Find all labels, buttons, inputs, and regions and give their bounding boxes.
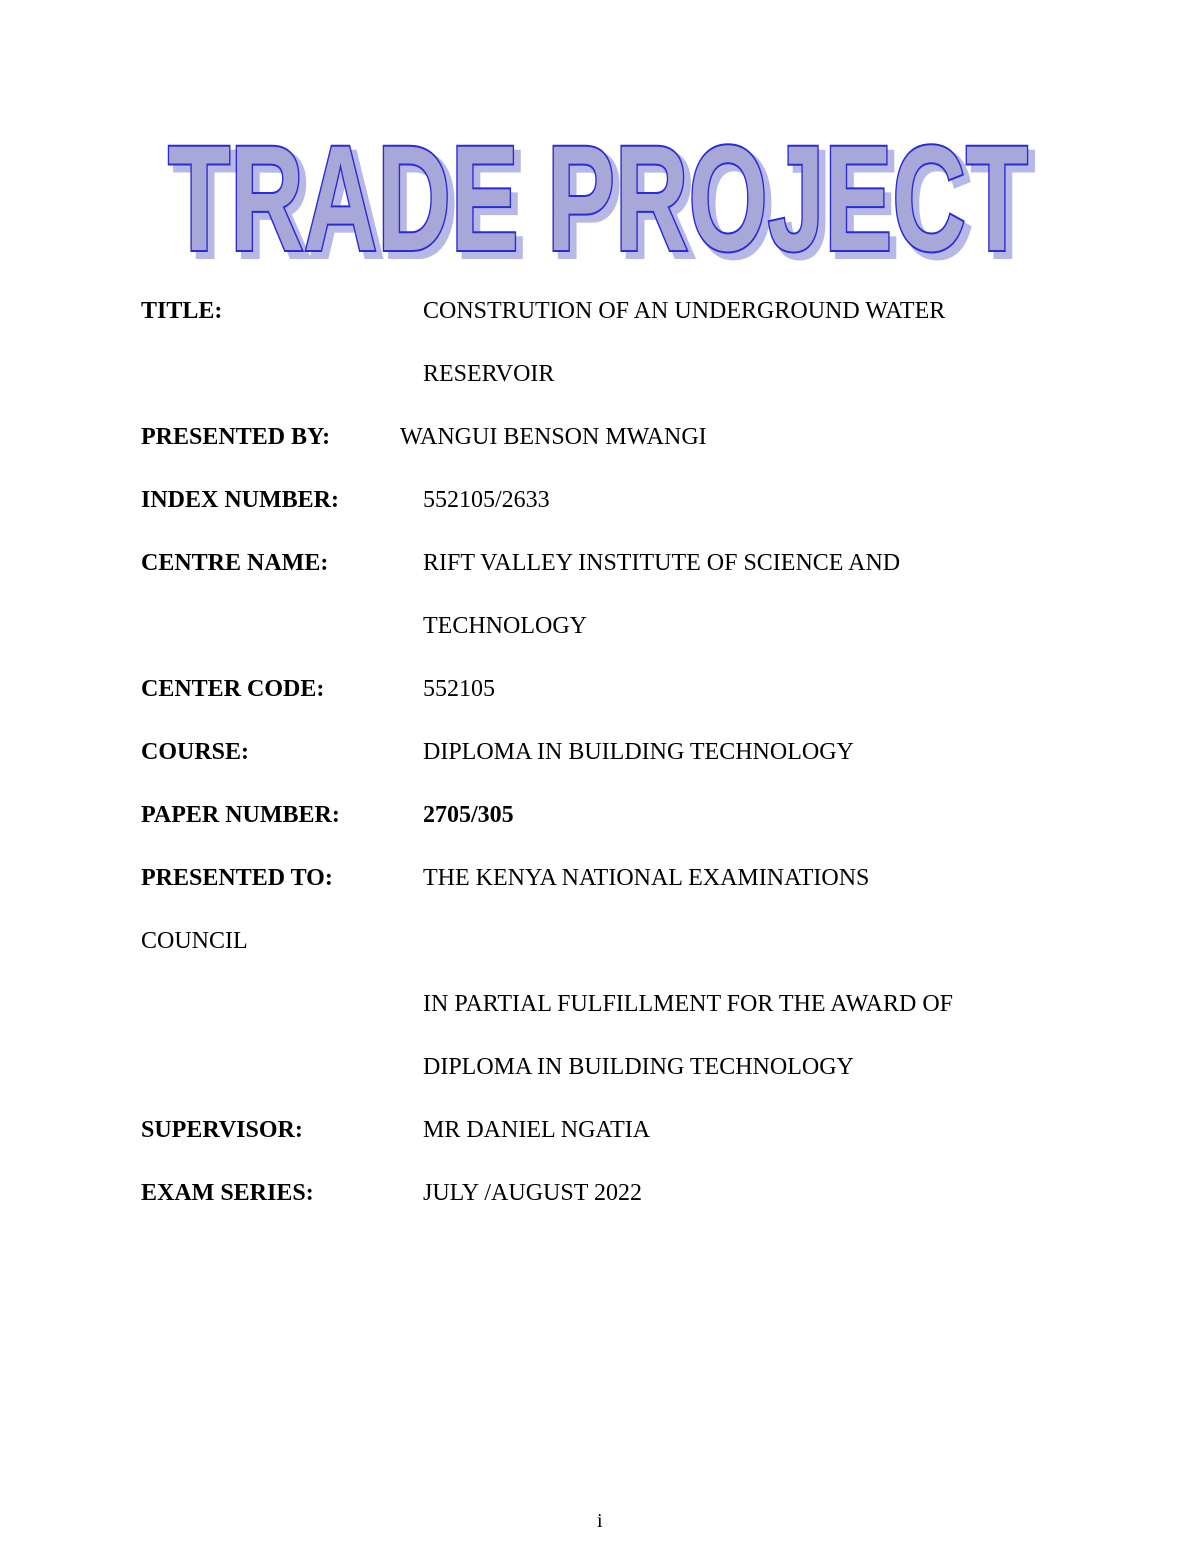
supervisor-label: SUPERVISOR:: [141, 1117, 303, 1143]
paper-number-label: PAPER NUMBER:: [141, 802, 340, 828]
presented-to-line2: COUNCIL: [141, 928, 248, 954]
supervisor-value: MR DANIEL NGATIA: [423, 1117, 651, 1143]
center-code-value: 552105: [423, 676, 495, 702]
paper-number-value: 2705/305: [423, 802, 514, 828]
presented-to-line1: THE KENYA NATIONAL EXAMINATIONS: [423, 865, 870, 891]
course-label: COURSE:: [141, 739, 250, 765]
title-value-line2: RESERVOIR: [423, 361, 555, 387]
course-value: DIPLOMA IN BUILDING TECHNOLOGY: [423, 739, 854, 765]
index-number-value: 552105/2633: [423, 487, 550, 513]
exam-series-label: EXAM SERIES:: [141, 1180, 314, 1206]
presented-to-label: PRESENTED TO:: [141, 865, 333, 891]
centre-name-line1: RIFT VALLEY INSTITUTE OF SCIENCE AND: [423, 550, 901, 576]
center-code-label: CENTER CODE:: [141, 676, 325, 702]
centre-name-label: CENTRE NAME:: [141, 550, 329, 576]
presented-by-label: PRESENTED BY:: [141, 424, 331, 450]
exam-series-value: JULY /AUGUST 2022: [423, 1180, 642, 1206]
presented-by-value: WANGUI BENSON MWANGI: [400, 424, 707, 450]
wordart-title: TRADE PROJECT: [168, 128, 1028, 268]
fulfillment-line2: DIPLOMA IN BUILDING TECHNOLOGY: [423, 1054, 854, 1080]
trade-project-wordart: [155, 128, 1045, 268]
title-value-line1: CONSTRUTION OF AN UNDERGROUND WATER: [423, 298, 946, 324]
title-label: TITLE:: [141, 298, 223, 324]
page-number: i: [597, 1510, 603, 1532]
centre-name-line2: TECHNOLOGY: [423, 613, 587, 639]
fulfillment-line1: IN PARTIAL FULFILLMENT FOR THE AWARD OF: [423, 991, 954, 1017]
index-number-label: INDEX NUMBER:: [141, 487, 339, 513]
wordart-shadow: TRADE PROJECT: [174, 128, 1034, 268]
